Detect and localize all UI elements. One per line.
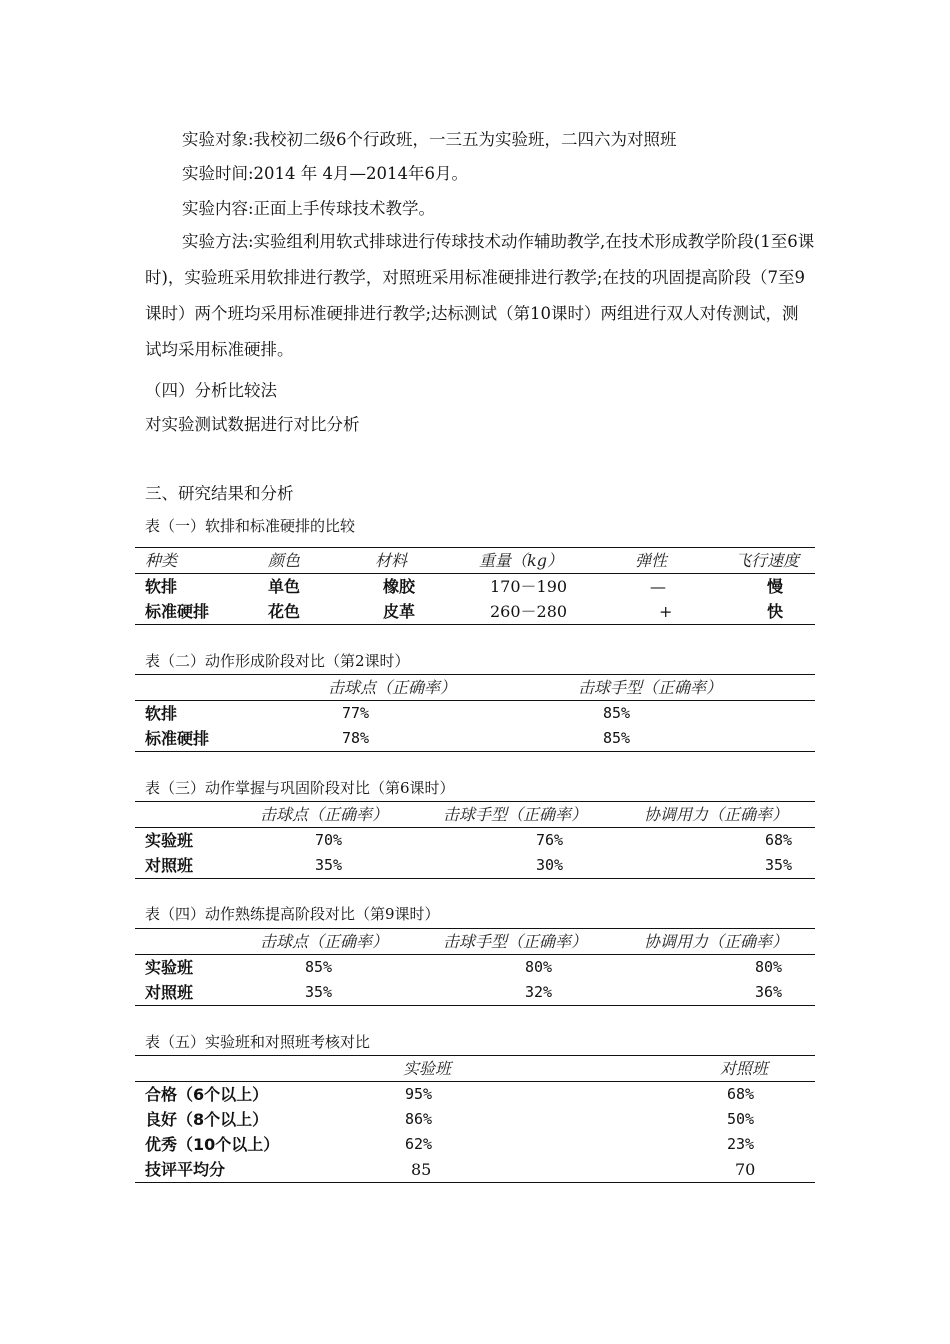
table4-cell: 32%	[525, 983, 553, 1001]
table1-header-cell: 颜色	[268, 551, 301, 570]
table3	[135, 801, 815, 879]
table3-caption: 表（三）动作掌握与巩固阶段对比（第6课时）	[145, 779, 455, 797]
table1-header-cell: 飞行速度	[735, 551, 800, 570]
table-row	[135, 1107, 815, 1132]
table-row	[135, 701, 815, 726]
table-row	[135, 726, 815, 751]
table5-cell: 68%	[727, 1085, 755, 1103]
table3-header-cell: 协调用力（正确率）	[644, 805, 789, 824]
table4-header-cell: 击球手型（正确率）	[443, 932, 588, 951]
table4-cell: 实验班	[145, 958, 194, 977]
table1	[135, 547, 815, 625]
table1-cell: +	[659, 602, 673, 621]
table2-cell: 77%	[342, 704, 370, 722]
table4-cell: 35%	[305, 983, 333, 1001]
table3-cell: 对照班	[145, 856, 194, 875]
table4	[135, 928, 815, 1006]
table1-header-cell: 材料	[375, 551, 408, 570]
table3-cell: 68%	[765, 831, 793, 849]
section-three-heading: 三、研究结果和分析	[145, 484, 294, 503]
table-row	[135, 828, 815, 853]
table4-header-cell: 协调用力（正确率）	[644, 932, 789, 951]
experiment-subject: 实验对象:我校初二级6个行政班，一三五为实验班，二四六为对照班	[182, 130, 677, 149]
table3-cell: 35%	[315, 856, 343, 874]
experiment-content: 实验内容:正面上手传球技术教学。	[182, 199, 436, 218]
table4-cell: 80%	[525, 958, 553, 976]
table2-header-row	[135, 675, 815, 701]
table-row	[135, 955, 815, 980]
table1-cell: —	[650, 577, 666, 596]
table3-header-row	[135, 802, 815, 828]
table4-caption: 表（四）动作熟练提高阶段对比（第9课时）	[145, 905, 440, 923]
table5-cell: 70	[735, 1160, 756, 1179]
table3-cell: 70%	[315, 831, 343, 849]
table4-header-cell: 击球点（正确率）	[260, 932, 389, 951]
table5-cell: 合格（6个以上）	[145, 1085, 269, 1104]
table5-cell: 优秀（10个以上）	[145, 1135, 280, 1154]
table2-cell: 软排	[145, 704, 178, 723]
table1-header-row	[135, 548, 815, 574]
table4-cell: 对照班	[145, 983, 194, 1002]
table1-cell: 单色	[268, 577, 301, 596]
table5-caption: 表（五）实验班和对照班考核对比	[145, 1033, 371, 1051]
table1-cell: 快	[767, 602, 784, 621]
table-row	[135, 1132, 815, 1157]
table4-header-row	[135, 929, 815, 955]
table-row	[135, 1157, 815, 1182]
table1-cell: 慢	[767, 577, 784, 596]
experiment-method: 实验方法:实验组利用软式排球进行传球技术动作辅助教学,在技术形成教学阶段(1至6课时)，实验班采用软排进行教学，对照班采用标准硬排进行教学;在技的巩固提高阶段（7至9课时）两个班均采用标准硬排进行教学;达标测试（第10课时）两组进行双人对传测试，测试均采用标准硬排。	[145, 232, 815, 359]
table5-header-row	[135, 1056, 815, 1082]
table2-cell: 标准硬排	[145, 729, 210, 748]
table2-header-cell: 击球手型（正确率）	[578, 678, 723, 697]
table1-cell: 170－190	[490, 577, 568, 596]
table1-cell: 260－280	[490, 602, 568, 621]
table3-cell: 实验班	[145, 831, 194, 850]
table-row	[135, 1082, 815, 1107]
table3-cell: 30%	[536, 856, 564, 874]
table2-caption: 表（二）动作形成阶段对比（第2课时）	[145, 652, 410, 670]
table1-header-cell: 种类	[145, 551, 178, 570]
table2	[135, 674, 815, 752]
table1-cell: 标准硬排	[145, 602, 210, 621]
table4-cell: 80%	[755, 958, 783, 976]
table1-cell: 橡胶	[383, 577, 416, 596]
table2-cell: 85%	[603, 704, 631, 722]
table3-cell: 35%	[765, 856, 793, 874]
table4-cell: 85%	[305, 958, 333, 976]
table4-cell: 36%	[755, 983, 783, 1001]
table1-header-cell: 弹性	[635, 551, 668, 570]
table-row	[135, 853, 815, 878]
table1-cell: 花色	[268, 602, 301, 621]
table5-cell: 50%	[727, 1110, 755, 1128]
table3-cell: 76%	[536, 831, 564, 849]
table2-cell: 78%	[342, 729, 370, 747]
table5-cell: 62%	[405, 1135, 433, 1153]
table5-cell: 86%	[405, 1110, 433, 1128]
table5-cell: 23%	[727, 1135, 755, 1153]
table1-cell: 软排	[145, 577, 178, 596]
table5-cell: 95%	[405, 1085, 433, 1103]
table-row	[135, 574, 815, 599]
table5-cell: 85	[411, 1160, 432, 1179]
table5-header-cell: 实验班	[403, 1059, 452, 1078]
table5-cell: 技评平均分	[145, 1160, 226, 1179]
table-row	[135, 599, 815, 624]
table3-header-cell: 击球手型（正确率）	[443, 805, 588, 824]
section-four-heading: （四）分析比较法	[145, 381, 277, 400]
section-four-description: 对实验测试数据进行对比分析	[145, 415, 360, 434]
table2-cell: 85%	[603, 729, 631, 747]
table3-header-cell: 击球点（正确率）	[260, 805, 389, 824]
table5-header-cell: 对照班	[720, 1059, 769, 1078]
experiment-time: 实验时间:2014 年 4月—2014年6月。	[182, 164, 469, 183]
table2-header-cell: 击球点（正确率）	[328, 678, 457, 697]
table1-header-cell: 重量（kg）	[479, 551, 563, 570]
table1-caption: 表（一）软排和标准硬排的比较	[145, 517, 356, 535]
table5-cell: 良好（8个以上）	[145, 1110, 269, 1129]
table-row	[135, 980, 815, 1005]
table1-cell: 皮革	[383, 602, 416, 621]
table5	[135, 1055, 815, 1183]
